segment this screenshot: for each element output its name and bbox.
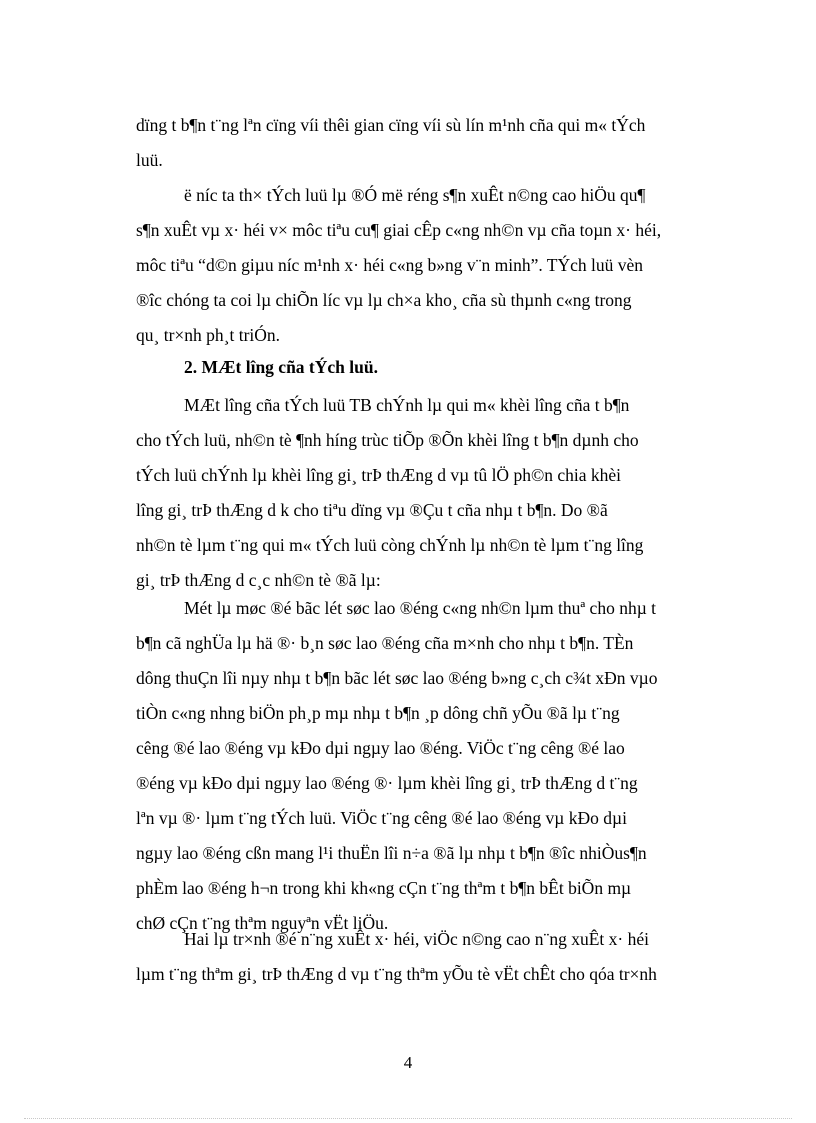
text-line: b¶n cã nghÜa lµ hä ®· b¸n søc lao ®éng cña m×nh cho nhµ t b¶n. TÈn — [136, 633, 634, 653]
text-line: lµm t¨ng thªm gi¸ trÞ thÆng d vµ t¨ng thªm yÕu tè vËt chÊt cho qóa tr×nh — [136, 964, 657, 984]
text-line: qu¸ tr×nh ph¸t triÓn. — [136, 325, 281, 345]
text-line: phÈm lao ®éng h¬n trong khi kh«ng cÇn t¨ng thªm t b¶n bÊt biÕn mµ — [136, 878, 632, 898]
text-line: ngµy lao ®éng cßn mang l¹i thuËn lîi n÷a ®ã lµ nhµ t b¶n ®îc nhiÒus¶n — [136, 843, 647, 863]
text-line: tÝch luü chÝnh lµ khèi lîng gi¸ trÞ thÆng d vµ tû lÖ ph©n chia khèi — [136, 465, 622, 485]
text-line: luü. — [136, 150, 163, 170]
text-line: gi¸ trÞ thÆng d c¸c nh©n tè ®ã lµ: — [136, 570, 381, 590]
text-line: ®îc chóng ta coi lµ chiÕn líc vµ lµ ch×a kho¸ cña sù thµnh c«ng trong — [136, 290, 632, 310]
section-heading-text: 2. MÆt lîng cña tÝch luü. — [184, 357, 378, 377]
text-line: nh©n tè lµm t¨ng qui m« tÝch luü còng chÝnh lµ nh©n tè lµm t¨ng lîng — [136, 535, 644, 555]
page-bottom-divider — [24, 1118, 792, 1119]
text-line: dông thuÇn lîi nµy nhµ t b¶n bãc lét søc lao ®éng b»ng c¸ch c¾t xÐn vµo — [136, 668, 658, 688]
text-line: Hai lµ tr×nh ®é n¨ng xuÊt x· héi, viÖc n©ng cao n¨ng xuÊt x· héi — [184, 929, 649, 949]
section-heading — [136, 350, 718, 385]
text-line: dïng t b¶n t¨ng lªn cïng víi thêi gian cïng víi sù lín m¹nh cña qui m« tÝch — [136, 115, 646, 135]
text-line: ®éng vµ kÐo dµi ngµy lao ®éng ®· lµm khèi lîng gi¸ trÞ thÆng d t¨ng — [136, 773, 638, 793]
paragraph-productivity — [136, 922, 718, 992]
text-line: ë níc ta th× tÝch luü lµ ®Ó më réng s¶n xuÊt n©ng cao hiÖu qu¶ — [184, 185, 646, 205]
text-line: s¶n xuÊt vµ x· héi v× môc tiªu cu¶ giai cÊp c«ng nh©n vµ cña toµn x· héi, — [136, 220, 662, 240]
text-line: môc tiªu “d©n giµu níc m¹nh x· héi c«ng b»ng v¨n minh”. TÝch luü vèn — [136, 255, 644, 275]
text-line: tiÒn c«ng nhng biÖn ph¸p mµ nhµ t b¶n ¸p dông chñ yÕu ®ã lµ t¨ng — [136, 703, 620, 723]
text-line: cho tÝch luü, nh©n tè ¶nh híng trùc tiÕp ®Õn khèi lîng t b¶n dµnh cho — [136, 430, 639, 450]
paragraph-accumulation-goals — [136, 178, 718, 353]
paragraph-continued — [136, 108, 718, 178]
text-line: MÆt lîng cña tÝch luü TB chÝnh lµ qui m« khèi lîng cña t b¶n — [184, 395, 630, 415]
paragraph-exploitation-level — [136, 591, 718, 941]
text-line: cêng ®é lao ®éng vµ kÐo dµi ngµy lao ®éng. ViÖc t¨ng cêng ®é lao — [136, 738, 625, 758]
text-line: lªn vµ ®· lµm t¨ng tÝch luü. ViÖc t¨ng cêng ®é lao ®éng vµ kÐo dµi — [136, 808, 627, 828]
text-line: Mét lµ møc ®é bãc lét søc lao ®éng c«ng nh©n lµm thuª cho nhµ t — [184, 598, 657, 618]
page-number: 4 — [403, 1053, 413, 1072]
text-line: lîng gi¸ trÞ thÆng d k cho tiªu dïng vµ ®Çu t cña nhµ t b¶n. Do ®ã — [136, 500, 608, 520]
text-line: chØ cÇn t¨ng thªm nguyªn vËt liÖu. — [136, 913, 389, 933]
paragraph-quantity-aspect — [136, 388, 718, 598]
